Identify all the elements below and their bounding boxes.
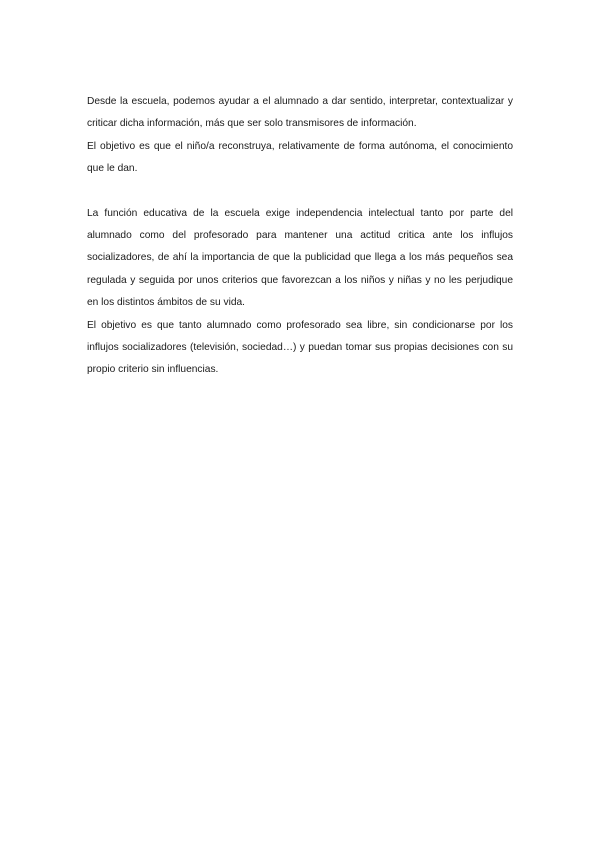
document-body bbox=[87, 91, 513, 382]
paragraph-3: La función educativa de la escuela exige independencia intelectual tanto por parte del alumnado como del profesorado para mantener una actitud critica ante los influjos socializadores, de ahí la importancia de que la publicidad que llega a los más pequeños sea regulada y seguida por unos criterios que favorezcan a los niños y niñas y no les perjudique en los distintos ámbitos de su vida. bbox=[87, 207, 513, 309]
paragraph-4: El objetivo es que tanto alumnado como profesorado sea libre, sin condicionarse por los influjos socializadores (televisión, sociedad…) y puedan tomar sus propias decisiones con su propio criterio sin influencias. bbox=[87, 319, 513, 376]
paragraph-1: Desde la escuela, podemos ayudar a el alumnado a dar sentido, interpretar, contextualizar y criticar dicha información, más que ser solo transmisores de información. bbox=[87, 96, 513, 130]
paragraph-2: El objetivo es que el niño/a reconstruya, relativamente de forma autónoma, el conocimiento que le dan. bbox=[87, 140, 513, 175]
